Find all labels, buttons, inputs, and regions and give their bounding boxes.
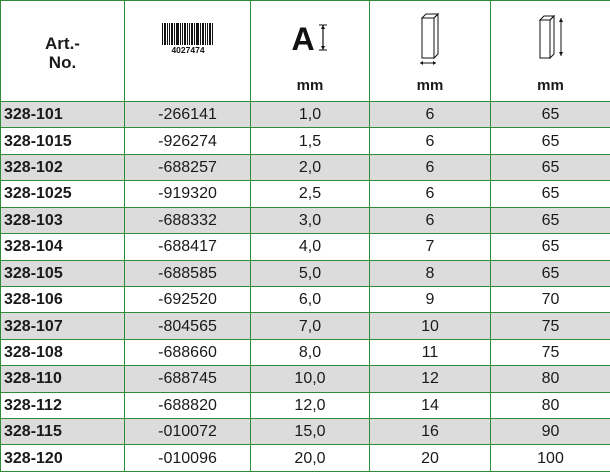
table-row <box>1 286 610 312</box>
thickness-cell: 6 <box>370 181 491 207</box>
table-row <box>1 102 610 128</box>
length-cell: 65 <box>491 154 610 180</box>
blade-length-icon <box>534 10 568 66</box>
thickness-header <box>370 1 491 102</box>
thickness-cell: 6 <box>370 128 491 154</box>
order-number-cell: -688820 <box>125 392 251 418</box>
width-cell: 1,5 <box>251 128 370 154</box>
width-cell: 12,0 <box>251 392 370 418</box>
unit-mm-length: mm <box>537 77 564 94</box>
table-row <box>1 419 610 445</box>
barcode-number: 4027474 <box>170 45 205 55</box>
thickness-cell: 11 <box>370 339 491 365</box>
table-row <box>1 339 610 365</box>
table-row <box>1 366 610 392</box>
width-header <box>251 1 370 102</box>
table-row <box>1 445 610 472</box>
length-cell: 65 <box>491 207 610 233</box>
order-number-cell: -688417 <box>125 234 251 260</box>
width-cell: 15,0 <box>251 419 370 445</box>
barcode-icon <box>160 21 216 55</box>
table-row <box>1 392 610 418</box>
length-cell: 65 <box>491 260 610 286</box>
length-cell: 80 <box>491 392 610 418</box>
art-no-cell: 328-115 <box>1 419 125 445</box>
thickness-cell: 16 <box>370 419 491 445</box>
unit-mm-width: mm <box>296 77 324 94</box>
width-cell: 2,0 <box>251 154 370 180</box>
thickness-cell: 20 <box>370 445 491 472</box>
barcode-header <box>125 1 251 102</box>
thickness-cell: 6 <box>370 207 491 233</box>
order-number-cell: -919320 <box>125 181 251 207</box>
letter-a-icon: A <box>291 21 315 56</box>
table-row <box>1 128 610 154</box>
order-number-cell: -688660 <box>125 339 251 365</box>
order-number-cell: -266141 <box>125 102 251 128</box>
art-no-cell: 328-108 <box>1 339 125 365</box>
art-no-label-line1: Art.- <box>45 34 80 53</box>
header-row <box>1 1 610 102</box>
order-number-cell: -926274 <box>125 128 251 154</box>
order-number-cell: -688585 <box>125 260 251 286</box>
order-number-cell: -688257 <box>125 154 251 180</box>
table-row <box>1 154 610 180</box>
length-cell: 75 <box>491 313 610 339</box>
art-no-cell: 328-102 <box>1 154 125 180</box>
length-cell: 80 <box>491 366 610 392</box>
length-cell: 65 <box>491 128 610 154</box>
length-cell: 70 <box>491 286 610 312</box>
art-no-cell: 328-120 <box>1 445 125 472</box>
thickness-cell: 9 <box>370 286 491 312</box>
length-header <box>491 1 610 102</box>
length-cell: 100 <box>491 445 610 472</box>
thickness-cell: 6 <box>370 154 491 180</box>
width-cell: 3,0 <box>251 207 370 233</box>
thickness-cell: 12 <box>370 366 491 392</box>
width-cell: 6,0 <box>251 286 370 312</box>
art-no-cell: 328-1025 <box>1 181 125 207</box>
table-row <box>1 181 610 207</box>
art-no-cell: 328-110 <box>1 366 125 392</box>
order-number-cell: -692520 <box>125 286 251 312</box>
art-no-header <box>1 1 125 102</box>
table-row <box>1 313 610 339</box>
order-number-cell: -010096 <box>125 445 251 472</box>
art-no-cell: 328-103 <box>1 207 125 233</box>
width-cell: 7,0 <box>251 313 370 339</box>
art-no-cell: 328-1015 <box>1 128 125 154</box>
order-number-cell: -688745 <box>125 366 251 392</box>
table-row <box>1 207 610 233</box>
width-cell: 10,0 <box>251 366 370 392</box>
length-cell: 65 <box>491 181 610 207</box>
art-no-label-line2: No. <box>48 53 77 72</box>
thickness-cell: 7 <box>370 234 491 260</box>
table-row <box>1 260 610 286</box>
thickness-cell: 10 <box>370 313 491 339</box>
art-no-cell: 328-101 <box>1 102 125 128</box>
art-no-cell: 328-107 <box>1 313 125 339</box>
length-cell: 65 <box>491 102 610 128</box>
blade-thickness-icon <box>415 10 445 66</box>
order-number-cell: -688332 <box>125 207 251 233</box>
width-cell: 5,0 <box>251 260 370 286</box>
unit-mm-thickness: mm <box>416 77 444 94</box>
width-cell: 2,5 <box>251 181 370 207</box>
thickness-cell: 6 <box>370 102 491 128</box>
width-cell: 8,0 <box>251 339 370 365</box>
art-no-cell: 328-112 <box>1 392 125 418</box>
order-number-cell: -804565 <box>125 313 251 339</box>
width-cell: 1,0 <box>251 102 370 128</box>
blade-width-icon <box>290 20 330 56</box>
art-no-cell: 328-105 <box>1 260 125 286</box>
thickness-cell: 14 <box>370 392 491 418</box>
width-cell: 4,0 <box>251 234 370 260</box>
length-cell: 75 <box>491 339 610 365</box>
art-no-cell: 328-104 <box>1 234 125 260</box>
order-number-cell: -010072 <box>125 419 251 445</box>
art-no-cell: 328-106 <box>1 286 125 312</box>
thickness-cell: 8 <box>370 260 491 286</box>
length-cell: 90 <box>491 419 610 445</box>
width-cell: 20,0 <box>251 445 370 472</box>
length-cell: 65 <box>491 234 610 260</box>
table-row <box>1 234 610 260</box>
